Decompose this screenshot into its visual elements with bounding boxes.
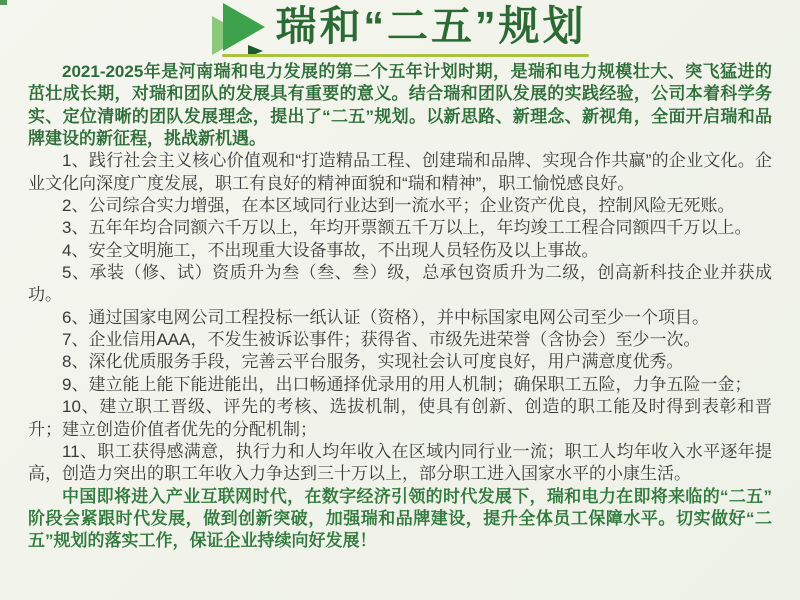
green-arrows-logo-icon [208, 1, 272, 59]
plan-item-2: 2、公司综合实力增强，在本区域同行业达到一流水平；企业资产优良，控制风险无死账。 [62, 196, 735, 216]
document-body [0, 58, 800, 553]
plan-item-1: 1、践行社会主义核心价值观和“打造精品工程、创建瑞和品牌、实现合作共赢”的企业文化。企业文化向深度广度发展，职工有良好的精神面貌和“瑞和精神”，职工愉悦感良好。 [28, 151, 772, 193]
page-title: 瑞和“二五”规划 [275, 3, 587, 50]
plan-item-8: 8、深化优质服务手段，完善云平台服务，实现社会认可度良好，用户满意度优秀。 [62, 352, 684, 372]
title-underline [222, 54, 589, 57]
plan-item-4: 4、安全文明施工，不出现重大设备事故，不出现人员轻伤及以上事故。 [62, 240, 599, 260]
plan-item-10: 10、建立职工晋级、评先的考核、选拔机制，使具有创新、创造的职工能及时得到表彰和晋升；建立创造价值者优先的分配机制； [28, 397, 772, 439]
plan-item-7: 7、企业信用AAA，不发生被诉讼事件；获得省、市级先进荣誉（含协会）至少一次。 [62, 330, 701, 350]
corner-artifact [0, 0, 7, 5]
plan-item-9: 9、建立能上能下能进能出，出口畅通择优录用的用人机制；确保职工五险，力争五险一金； [62, 374, 752, 394]
plan-item-3: 3、五年年均合同额六千万以上，年均开票额五千万以上，年均竣工工程合同额四千万以上。 [62, 218, 752, 238]
plan-item-5: 5、承装（修、试）资质升为叁（叁、叁）级，总承包资质升为二级，创高新科技企业并获成功。 [28, 263, 772, 305]
header-inner [208, 1, 593, 58]
plan-item-11: 11、职工获得感满意，执行力和人均年收入在区域内同行业一流；职工人均年收入水平逐年提高，创造力突出的职工年收入力争达到三十万以上，部分职工进入国家水平的小康生活。 [28, 441, 772, 484]
intro-paragraph: 2021-2025年是河南瑞和电力发展的第二个五年计划时期，是瑞和电力规模壮大、突飞猛进的茁壮成长期，对瑞和团队的发展具有重要的意义。结合瑞和团队发展的实践经验，公司本着科学务实、定位清晰的团队发展理念，提出了“二五”规划。以新思路、新理念、新视角，全面开启瑞和品牌建设的新征程，挑战新机遇。 [28, 62, 772, 149]
closing-paragraph: 中国即将进入产业互联网时代，在数字经济引领的时代发展下，瑞和电力在即将来临的“二五”阶段会紧跟时代发展，做到创新突破，加强瑞和品牌建设，提升全体员工保障水平。切实做好“二五”规划的落实工作，保证企业持续向好发展！ [28, 486, 772, 551]
plan-item-6: 6、通过国家电网公司工程投标一纸认证（资格），并中标国家电网公司至少一个项目。 [62, 307, 709, 327]
header [0, 0, 800, 58]
